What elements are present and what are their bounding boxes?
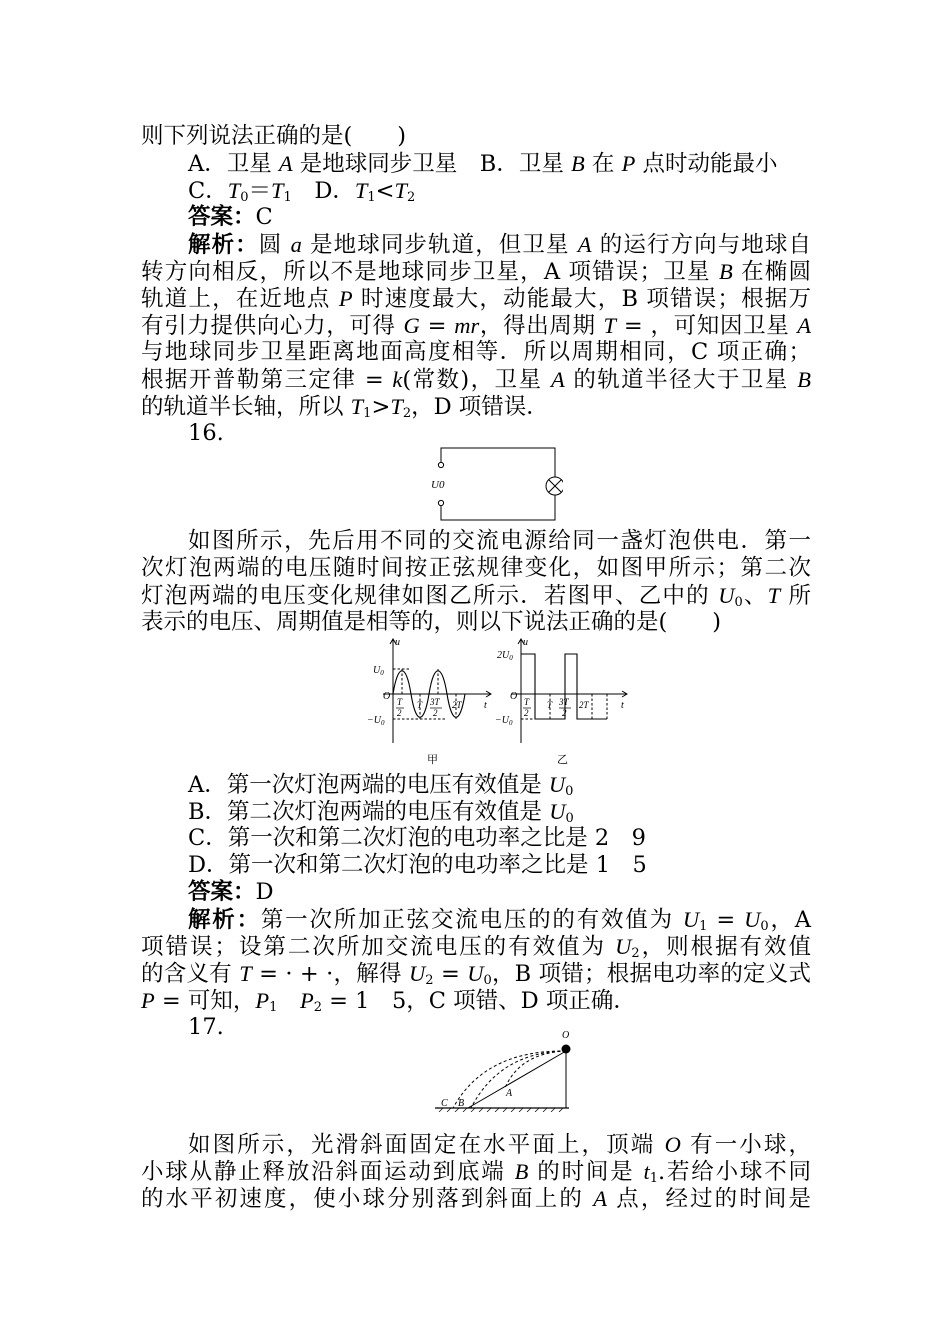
yi-caption: 乙 xyxy=(557,754,568,765)
svg-text:2: 2 xyxy=(433,708,438,718)
q15-analysis-line-1: 解析：圆 a 是地球同步轨道，但卫星 A 的运行方向与地球自 xyxy=(188,232,811,258)
q15-answer xyxy=(188,204,273,231)
incline-surface xyxy=(468,1051,566,1108)
svg-text:3T: 3T xyxy=(559,697,569,707)
q15-answer-label: 答案： xyxy=(188,204,256,230)
ball-icon xyxy=(562,1045,571,1054)
jia-ylabel: u xyxy=(395,637,400,648)
q17-stem-line-3: 的水平初速度，使小球分别落到斜面上的 A 点，经过的时间是 xyxy=(141,1186,812,1212)
q16-analysis-line-3: 的含义有 T = · + ·，解得 $U_2 = U_0$，B 项错；根据电功率的定义式 xyxy=(141,961,811,988)
q15-analysis-line-4: 有引力提供向心力，可得 G = mr，得出周期 T = ，可知因卫星 A xyxy=(141,313,811,339)
q16-answer-value: D xyxy=(255,879,274,905)
q17-stem-line-2: 小球从静止释放沿斜面运动到底端 B 的时间是 $t_1$.若给小球不同 xyxy=(141,1159,812,1186)
q16-stem-line-1: 如图所示，先后用不同的交流电源给同一盏灯泡供电．第一 xyxy=(188,528,811,554)
graph-jia xyxy=(365,635,495,765)
circuit-label-u0: U0 xyxy=(431,479,445,491)
q15-analysis-line-5: 与地球同步卫星距离地面高度相等．所以周期相同，C 项正确； xyxy=(141,339,811,365)
q15-stem-tail: 则下列说法正确的是( ) xyxy=(141,123,407,149)
q17-number: 17. xyxy=(188,1014,224,1040)
jia-xlabel: t xyxy=(484,700,487,711)
svg-text:2: 2 xyxy=(397,708,402,718)
yi-ytick-neg: $-U_0$ xyxy=(495,715,513,727)
jia-origin: O xyxy=(383,691,391,702)
q16-number: 16. xyxy=(188,420,224,446)
q16-option-a: A．第一次灯泡两端的电压有效值是 $U_0$ xyxy=(188,772,574,799)
q17-incline-diagram xyxy=(425,1028,575,1112)
svg-text:2T: 2T xyxy=(579,700,589,710)
svg-text:2T: 2T xyxy=(452,700,462,710)
q16-analysis-line-2: 项错误；设第二次所加交流电压的有效值为 $U_2$，则根据有效值 xyxy=(141,934,811,961)
q16-analysis-line-4: P = 可知，$P_1$ $P_2 = 1$ 5，C 项错、D 项正确． xyxy=(141,988,636,1015)
terminal-top xyxy=(438,462,443,467)
q15-analysis-line-3: 轨道上，在近地点 P 时速度最大，动能最大，B 项错误；根据万 xyxy=(141,286,811,312)
svg-text:T: T xyxy=(547,700,553,710)
terminal-bottom xyxy=(438,500,443,505)
q16-answer-label: 答案： xyxy=(188,879,256,905)
yi-ylabel: u xyxy=(523,637,528,648)
q16-stem-line-4: 表示的电压、周期值是相等的，则以下说法正确的是( ) xyxy=(141,609,722,635)
svg-text:2: 2 xyxy=(562,708,567,718)
q15-analysis-line-2: 转方向相反，所以不是地球同步卫星，A 项错误；卫星 B 在椭圆 xyxy=(141,259,811,285)
q15-answer-value: C xyxy=(255,204,273,230)
q16-circuit-diagram xyxy=(429,446,563,522)
q15-analysis-line-6: 根据开普勒第三定律 = k(常数)，卫星 A 的轨道半径大于卫星 B xyxy=(141,367,811,393)
q16-option-b: B．第二次灯泡两端的电压有效值是 $U_0$ xyxy=(188,799,574,826)
svg-text:T: T xyxy=(417,700,423,710)
q15-options-cd: C．$T_0=T_1$ D．$T_1<T_2$ xyxy=(188,178,416,205)
svg-text:T: T xyxy=(524,697,530,707)
circuit-wire xyxy=(441,448,555,520)
svg-text:2: 2 xyxy=(524,708,529,718)
q16-answer xyxy=(188,879,274,906)
svg-text:3T: 3T xyxy=(430,697,440,707)
q17-stem-line-1: 如图所示，光滑斜面固定在水平面上，顶端 O 有一小球， xyxy=(188,1132,811,1158)
svg-text:T: T xyxy=(397,697,403,707)
q15-options-ab: A．卫星 A 是地球同步卫星 B．卫星 B 在 P 点时动能最小 xyxy=(188,151,778,177)
graph-yi xyxy=(495,635,635,765)
q17-label-a: A xyxy=(506,1088,513,1099)
jia-caption: 甲 xyxy=(427,754,438,765)
q16-stem-line-3: 灯泡两端的电压变化规律如图乙所示．若图甲、乙中的 $U_0$、T 所 xyxy=(141,583,811,610)
jia-ytick-pos: $U_0$ xyxy=(373,665,384,677)
q17-label-c: C xyxy=(441,1098,448,1109)
q16-option-c: C．第一次和第二次灯泡的电功率之比是 2 9 xyxy=(188,825,646,851)
q16-stem-line-2: 次灯泡两端的电压随时间按正弦规律变化，如图甲所示；第二次 xyxy=(141,555,811,581)
yi-xlabel: t xyxy=(621,700,624,711)
yi-ytick-pos: $2U_0$ xyxy=(497,650,513,662)
jia-ytick-neg: $-U_0$ xyxy=(367,715,385,727)
q17-label-o: O xyxy=(562,1030,570,1041)
yi-origin: O xyxy=(510,691,518,702)
q17-label-b: B xyxy=(458,1098,465,1109)
q16-analysis-line-1: 解析：第一次所加正弦交流电压的的有效值为 $U_1 = U_0$，A xyxy=(188,907,811,934)
q16-option-d: D．第一次和第二次灯泡的电功率之比是 1 5 xyxy=(188,852,647,878)
q15-analysis-line-7: 的轨道半长轴，所以 $T_1>T_2$，D 项错误． xyxy=(141,394,549,421)
